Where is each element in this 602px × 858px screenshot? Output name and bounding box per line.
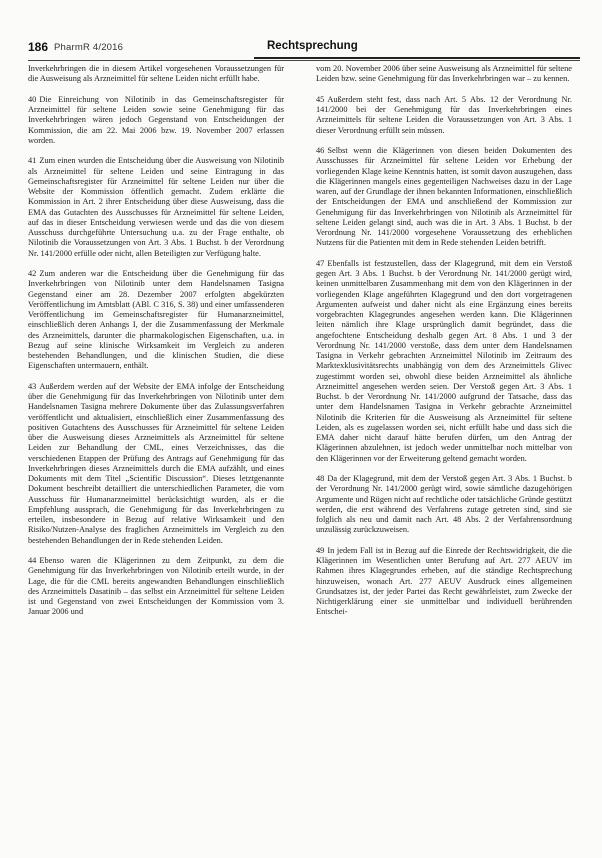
header-rule	[28, 60, 580, 61]
paragraph: 44 Ebenso waren die Klägerinnen zu dem Zeitpunkt, zu dem die Genehmigung für das Inverkehrbringen von Nilotinib erteilt wurde, in der Lage, die für die CML bereits angewandten Behandlungen einschließlich des Arzneimittels Dasatinib – das selbst ein Arzneimittel für seltene Leiden ist und Gegenstand von zwei Entscheidungen der Kommission vom 3. Januar 2006 und	[28, 556, 284, 617]
page-header	[24, 40, 584, 58]
paragraph-number: 45	[316, 94, 325, 104]
paragraph: 43 Außerdem werden auf der Website der EMA infolge der Entscheidung über die Genehmigung für das Inverkehrbringen von Nilotinib unter dem Handelsnamen Tasigna mehrere Dokumente über das Zulassungsverfahren veröffentlicht und aktualisiert, einschließlich einer Zusammenfassung des positiven Gutachtens des Ausschusses für Arzneimittel für seltene Leiden über die Ausweisung dieses Arzneimittels als Arzneimittel für seltene Leiden zur Behandlung der CML, eines Verzeichnisses, das die verschiedenen Etappen der Prüfung des Antrags auf Genehmigung für das Inverkehrbringen dieses Arzneimittels durch die EMA aufzählt, und eines Dokuments mit dem Titel „Scientific Discussion“. Dieses letztgenannte Dokument beschreibt detailliert die unterschiedlichen Parameter, die vom Ausschuss für Humanarzneimittel berücksichtigt wurden, als er die Empfehlung aussprach, die Genehmigung für das Inverkehrbringen zu erteilen, insbesondere in Bezug auf relative Wirksamkeit und den Risiko/Nutzen-Analyse des fraglichen Arzneimittels im Vergleich zu den bestehenden Behandlungen der in Rede stehenden Leiden.	[28, 381, 284, 545]
paragraph: 42 Zum anderen war die Entscheidung über die Genehmigung für das Inverkehrbringen von Nilotinib unter dem Handelsnamen Tasigna Gegenstand einer am 28. Dezember 2007 erfolgten abgekürzten Veröffentlichung im Amtsblatt (ABl. C 316, S. 38) und einer umfassenderen Veröffentlichung im Gemeinschaftsregister für Humanarzneimittel, einschließlich deren Anhangs I, der die Zusammenfassung der Merkmale des Arzneimittels, darunter die pharmakologischen Eigenschaften, u.a. in Bezug auf seine klinische Wirksamkeit im Vergleich zu anderen bestehenden Behandlungen, und die klinischen Studien, die diese Eigenschaften untermauern, enthält.	[28, 269, 284, 371]
right-column	[316, 64, 572, 628]
paragraph-number: 42	[28, 269, 37, 278]
paragraph: 41 Zum einen wurden die Entscheidung über die Ausweisung von Nilotinib als Arzneimittel für seltene Leiden und seine Eintragung in das Gemeinschaftsregister für Arzneimittel für seltene Leiden nur über die Website der Kommission öffentlich gemacht. Zudem erklärte die Kommission in Art. 2 ihrer Entscheidung über diese Ausweisung, dass die EMA das Gutachten des Ausschusses für Arzneimittel für seltene Leiden, auf das in dieser Entscheidung verwiesen werde und das die von diesem Ausschuss durchgeführte Untersuchung u.a. zu der Frage enthalte, ob Nilotinib die Voraussetzungen von Art. 3 Abs. 1 Buchst. b der Verordnung Nr. 141/2000 erfülle oder nicht, allen Beteiligten zur Verfügung halte.	[28, 156, 284, 258]
paragraph: 48 Da der Klagegrund, mit dem der Verstoß gegen Art. 3 Abs. 1 Buchst. b der Verordnung Nr. 141/2000 gerügt wird, sowie sämtliche dazugehörigen Argumente und Rügen nicht auf rechtliche oder tatsächliche Gründe gestützt werden, die erst während des Verfahrens zutage getreten sind, sind sie folglich als neu und damit nach Art. 48 Abs. 2 der Verfahrensordnung unzulässig zurückzuweisen.	[316, 474, 572, 535]
paragraph: 45 Außerdem steht fest, dass nach Art. 5 Abs. 12 der Verordnung Nr. 141/2000 bei der Genehmigung für das Inverkehrbringen eines Arzneimittels für seltene Leiden die Voraussetzungen von Art. 3 Abs. 1 dieser Verordnung erfüllt sein müssen.	[316, 94, 572, 135]
paragraph: 47 Ebenfalls ist festzustellen, dass der Klagegrund, mit dem ein Verstoß gegen Art. 3 Abs. 1 Buchst. b der Verordnung Nr. 141/2000 gerügt wird, keinen unmittelbaren Zusammenhang mit dem von den Klägerinnen in der vorliegenden Klage angeführten Klagegrund und den dort vorgetragenen Argumenten aufweist und daher nicht als eine Ergänzung eines bereits vorgebrachten Klagegrundes angesehen werden kann. Die Klägerinnen leiten nämlich ihre Klage ursprünglich damit begründet, dass die angefochtene Entscheidung deshalb gegen Art. 8 Abs. 1 und 3 der Verordnung Nr. 141/2000 verstoße, dass dem unter dem Handelsnamen Tasigna in Verkehr gebrachten Arzneimittel Nilotinib im Zeitraum des Marktexklusivitätsrechts unabhängig von dem des Arzneimittels Glivec zugestimmt worden sei, obwohl diese beiden Arzneimittel als ähnliche Arzneimittel angesehen werden seien. Der Verstoß gegen Art. 3 Abs. 1 Buchst. b der Verordnung Nr. 141/2000 aufgrund der Tatsache, dass das unter dem Handelsnamen Tasigna in Verkehr gebrachte Arzneimittel Nilotinib die Kriterien für die Ausweisung als Arzneimittel für seltene Leiden, als es zugelassen worden sei, nicht erfüllt habe und dass sich die EMA daher nicht darauf hätte berufen dürfen, um den Antrag der Klägerinnen abzulehnen, ist jedoch weder unmittelbar noch mittelbar von den Klägerinnen vor der Erweiterung geltend gemacht worden.	[316, 258, 572, 463]
paragraph-number: 48	[316, 474, 325, 483]
paragraph: 46 Selbst wenn die Klägerinnen von diesen beiden Dokumenten des Ausschusses für Arzneimittel für seltene Leiden vor Erhebung der vorliegenden Klage keine Kenntnis hatten, ist somit davon auszugehen, dass die Klägerinnen mangels eines gegenteiligen Nachweises dazu in der Lage waren, auf der Grundlage der ihnen bekannten Informationen, einschließlich der Entscheidungen der EMA und anschließend der Kommission zur Genehmigung für das Inverkehrbringen von Nilotinib als Arzneimittel für seltene Leiden gelangt sind, auch was die in Art. 3 Abs. 1 Buchst. b der Verordnung Nr. 141/2000 vorgesehene Voraussetzung des erheblichen Nutzens für die Patienten mit dem in Rede stehenden Leiden betrifft.	[316, 146, 572, 248]
paragraph-number: 47	[316, 258, 325, 268]
paragraph: 49 In jedem Fall ist in Bezug auf die Einrede der Rechtswidrigkeit, die die Klägerinnen im Wesentlichen unter Berufung auf Art. 277 AEUV im Rahmen ihres Klagegrundes erheben, auf die ständige Rechtsprechung hinzuweisen, wonach Art. 277 AEUV Ausdruck eines allgemeinen Grundsatzes ist, der jeder Partei das Recht gewährleistet, zum Zwecke der Nichtigerklärung einer sie unmittelbar und individuell berührenden Entschei-	[316, 545, 572, 617]
left-column	[28, 64, 284, 628]
paragraph-number: 46	[316, 146, 325, 155]
paragraph-number: 40	[28, 94, 37, 104]
section-rule	[254, 57, 580, 59]
page-number: 186	[28, 40, 49, 54]
section-title: Rechtsprechung	[267, 40, 358, 52]
paragraph: 40 Die Einreichung von Nilotinib in das Gemeinschaftsregister für Arzneimittel für seltene Leiden sowie seine Genehmigung für das Inverkehrbringen wären jedoch Gegenstand von Entscheidungen der Kommission, die am 22. Mai 2006 bzw. 19. November 2007 erlassen worden.	[28, 94, 284, 145]
paragraph: vom 20. November 2006 über seine Ausweisung als Arzneimittel für seltene Leiden bzw. seine Genehmigung für das Inverkehrbringen war – zu kennen.	[316, 64, 572, 84]
paragraph-number: 44	[28, 556, 37, 565]
paragraph-number: 49	[316, 545, 325, 555]
paragraph-number: 41	[28, 156, 37, 166]
paragraph-number: 43	[28, 381, 37, 391]
paragraph: Inverkehrbringen die in diesem Artikel vorgesehenen Voraussetzungen für die Ausweisung als Arzneimittel für seltene Leiden nicht erfüllt habe.	[28, 64, 284, 84]
journal-citation: PharmR 4/2016	[54, 42, 124, 53]
